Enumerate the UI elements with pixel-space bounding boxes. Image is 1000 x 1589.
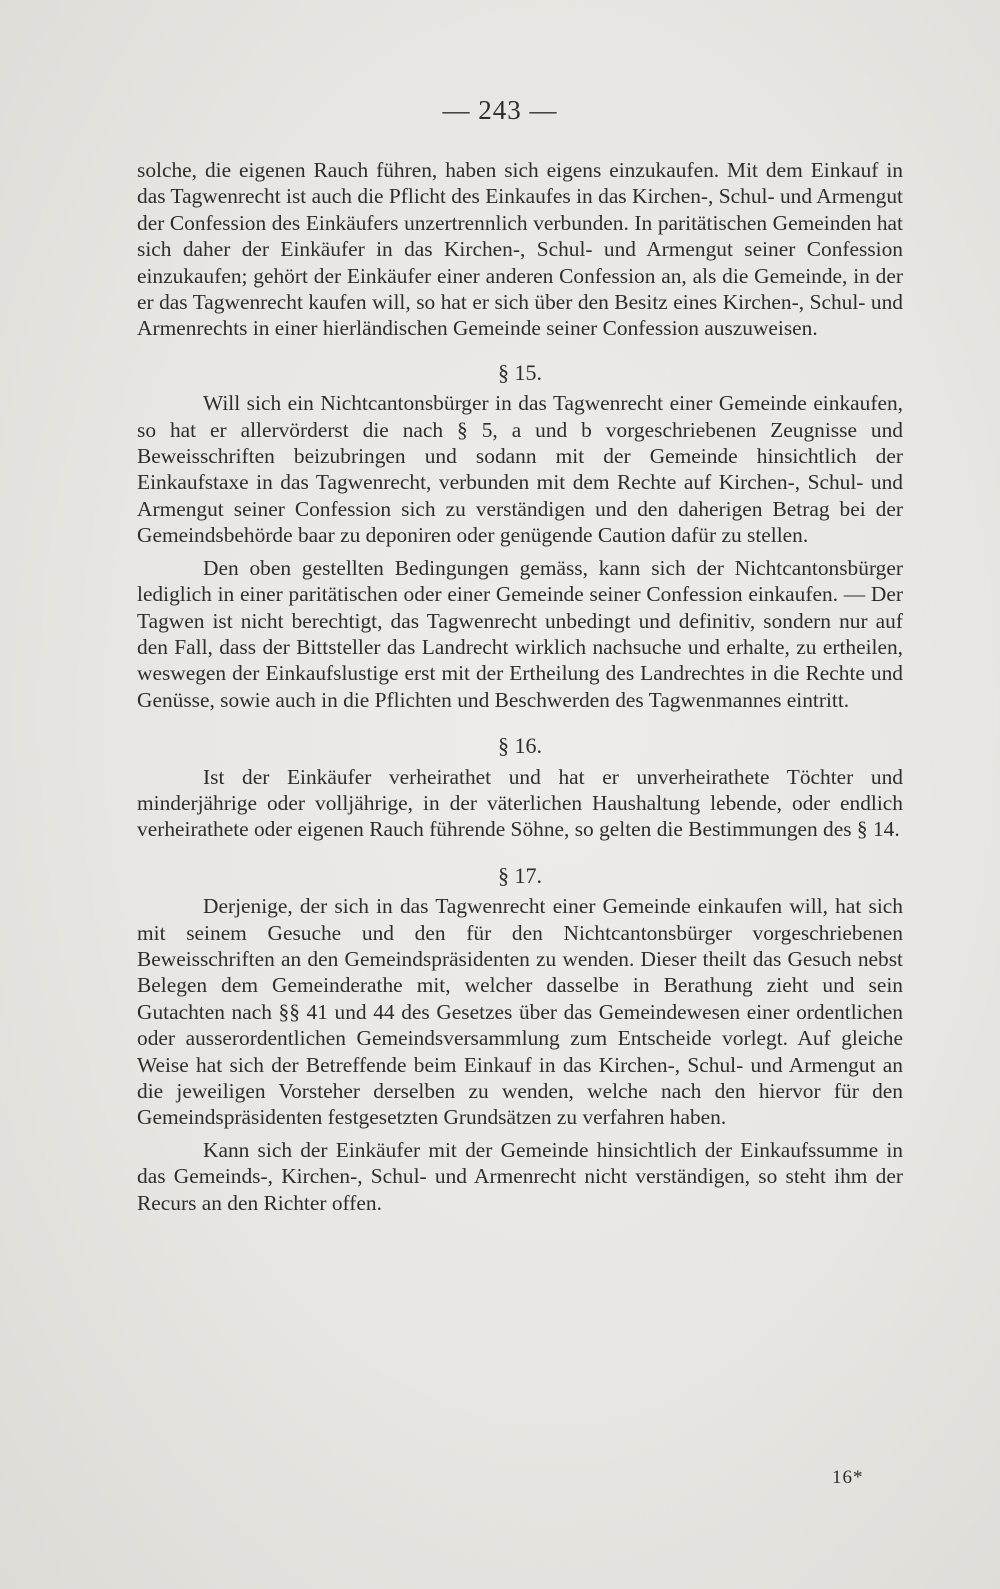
section-heading-16: § 16. xyxy=(498,733,542,759)
section-heading-15: § 15. xyxy=(498,359,542,385)
section-heading-17: § 17. xyxy=(498,862,542,888)
paragraph-continuation: solche, die eigenen Rauch führen, haben sich eigens einzukaufen. Mit dem Einkauf in das Tagwenrecht ist auch die Pflicht des Einkaufes in das Kirchen-, Schul- und Armengut der Confession des Einkäufers unzertrennlich verbunden. In paritätischen Gemeinden hat sich daher der Einkäufer in das Kirchen-, Schul- und Armengut seiner Confession einzukaufen; gehört der Einkäufer einer anderen Confession an, als die Gemeinde, in der er das Tagwenrecht kaufen will, so hat er sich über den Besitz eines Kirchen-, Schul- und Armenrechts in einer hierländischen Gemeinde seiner Confession auszuweisen. xyxy=(137,158,903,341)
section-15-paragraph-2: Den oben gestellten Bedingungen gemäss, kann sich der Nichtcantonsbürger lediglich in einer paritätischen oder einer Gemeinde seiner Confession einkaufen. — Der Tagwen ist nicht berechtigt, das Tagwenrecht unbedingt und definitiv, sondern nur auf den Fall, dass der Bittsteller das Landrecht wirklich nachsuche und erhalte, zu ertheilen, weswegen der Einkaufslustige erst mit der Ertheilung des Landrechtes in die Rechte und Genüsse, sowie auch in die Pflichten und Beschwerden des Tagwenmannes eintritt. xyxy=(137,555,903,712)
section-16-paragraph-1: Ist der Einkäufer verheirathet und hat er unverheirathete Töchter und minderjährige oder volljährige, in der väterlichen Haushaltung lebende, oder endlich verheirathete oder eigenen Rauch führende Söhne, so gelten die Bestimmungen des § 14. xyxy=(137,764,903,842)
page-number: — 243 — xyxy=(442,95,558,125)
section-17-paragraph-2: Kann sich der Einkäufer mit der Gemeinde hinsichtlich der Einkaufssumme in das Gemeinds-, Kirchen-, Schul- und Armenrecht nicht verständigen, so steht ihm der Recurs an den Richter offen. xyxy=(137,1137,903,1215)
section-15-paragraph-1: Will sich ein Nichtcantonsbürger in das Tagwenrecht einer Gemeinde einkaufen, so hat er allervörderst die nach § 5, a und b vorgeschriebenen Zeugnisse und Beweisschriften beizubringen und sodann mit der Gemeinde hinsichtlich der Einkaufstaxe in das Tagwenrecht, verbunden mit dem Rechte auf Kirchen-, Schul- und Armengut seiner Confession sich zu verständigen und den daherigen Betrag bei der Gemeindsbehörde baar zu deponiren oder genügende Caution dafür zu stellen. xyxy=(137,391,903,548)
section-17-paragraph-1: Derjenige, der sich in das Tagwenrecht einer Gemeinde einkaufen will, hat sich mit seinem Gesuche und den für den Nichtcantonsbürger vorgeschriebenen Beweisschriften an den Gemeindspräsidenten zu wenden. Dieser theilt das Gesuch nebst Belegen dem Gemeinderathe mit, welcher dasselbe in Berathung zieht und sein Gutachten nach §§ 41 und 44 des Gesetzes über das Gemeindewesen einer ordentlichen oder ausserordentlichen Gemeindsversammlung zum Entscheide vorlegt. Auf gleiche Weise hat sich der Betreffende beim Einkauf in das Kirchen-, Schul- und Armengut an die jeweiligen Vorsteher derselben zu wenden, welche nach den hiervor für den Gemeindspräsidenten festgesetzten Grundsätzen zu verfahren haben. xyxy=(137,894,903,1130)
body-text xyxy=(137,157,903,1216)
signature-mark: 16* xyxy=(832,1467,864,1488)
